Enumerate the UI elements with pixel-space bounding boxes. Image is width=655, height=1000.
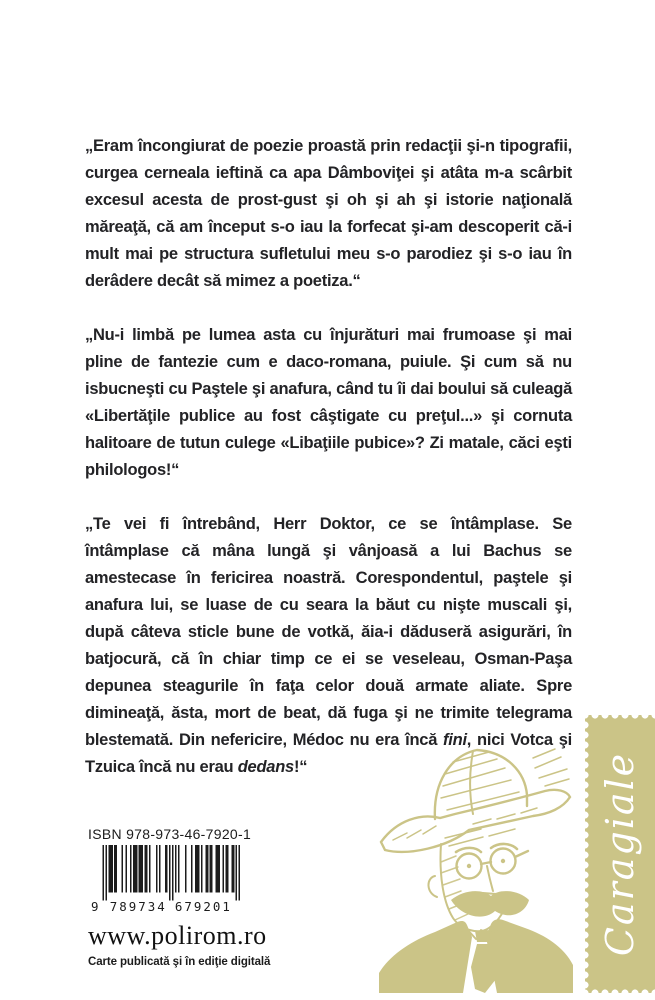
quote-paragraph-2: „Nu-i limbă pe lumea asta cu înjurături mai frumoase şi mai pline de fantezie cum e daco-romana, puiule. Şi cum să nu isbucneşti cu Paştele şi anafura, când tu îi dai boului să culeagă «Libertăţile publice au fost câştigate cu preţul...» şi cornuta halitoare de tutun culege «Libaţiile pubice»? Zi matale, căci eşti philologos!“ bbox=[85, 326, 572, 479]
ean13-barcode bbox=[88, 845, 243, 915]
suit-right-shoulder bbox=[486, 919, 573, 993]
suit-left-shoulder bbox=[379, 921, 472, 993]
svg-text:9: 9 bbox=[90, 898, 99, 913]
quote-3-italic-fini: fini bbox=[443, 731, 467, 749]
stamp-perforation-bottom bbox=[580, 988, 655, 998]
mustache bbox=[451, 891, 529, 917]
publisher-block bbox=[88, 826, 348, 968]
caragiale-portrait-sketch bbox=[377, 734, 575, 993]
hat-brim bbox=[381, 790, 570, 852]
quote-3-italic-dedans: dedans bbox=[237, 758, 294, 776]
portrait-sketch-svg bbox=[377, 734, 575, 993]
svg-text:789734: 789734 bbox=[109, 898, 165, 913]
edition-note: Carte publicată şi în ediţie digitală bbox=[88, 956, 271, 968]
quote-3-text-end: !“ bbox=[294, 758, 308, 776]
publisher-website-text: www.polirom.ro bbox=[88, 921, 267, 950]
isbn-label: ISBN 978-973-46-7920-1 bbox=[88, 826, 252, 842]
quote-3-text-mid: , nici Votca şi Tzuica încă nu erau bbox=[85, 731, 572, 776]
stamp-perforation-top bbox=[580, 710, 655, 720]
stamp-perforation-left bbox=[580, 710, 590, 998]
spine-stamp bbox=[585, 715, 655, 993]
quote-3-text: „Te vei fi întrebând, Herr Doktor, ce se întâmplase. Se întâmplase că mâna lungă şi vânjoasă a lui Bachus se amestecase în fericirea noastră. Corespondentul, paştele şi anafura lui, se luase de cu seara la băut cu nişte muscali şi, după câteva sticle bune de votkă, ăia-i dăduseră asigurări, în batjocură, că în chiar timp ce ei se veseleau, Osman-Paşa depunea steagurile în faţa celor două armate aliate. Spre dimineaţă, ăsta, mort de beat, dă fuga şi ne trimite telegrama blestemată. Din nefericire, Médoc nu era încă bbox=[85, 515, 572, 749]
author-script-text: Caragiale bbox=[598, 751, 642, 957]
glasses-icon bbox=[457, 849, 529, 879]
svg-text:679201: 679201 bbox=[174, 898, 230, 913]
face-outline bbox=[441, 844, 511, 931]
quotes-section bbox=[85, 133, 572, 808]
quote-paragraph-1: „Eram încongiurat de poezie proastă prin redacţii şi-n tipografii, curgea cerneala ieftină ca apa Dâmboviţei şi atâta m-a scârbit excesul acesta de prost-gust şi oh şi ah şi istorie naţională măreaţă, că am început s-o iau la forfecat şi-am descoperit că-i mult mai pe structura sufletului meu s-o parodiez şi s-o iau în derâdere decât să mimez a poetiza.“ bbox=[85, 137, 572, 290]
